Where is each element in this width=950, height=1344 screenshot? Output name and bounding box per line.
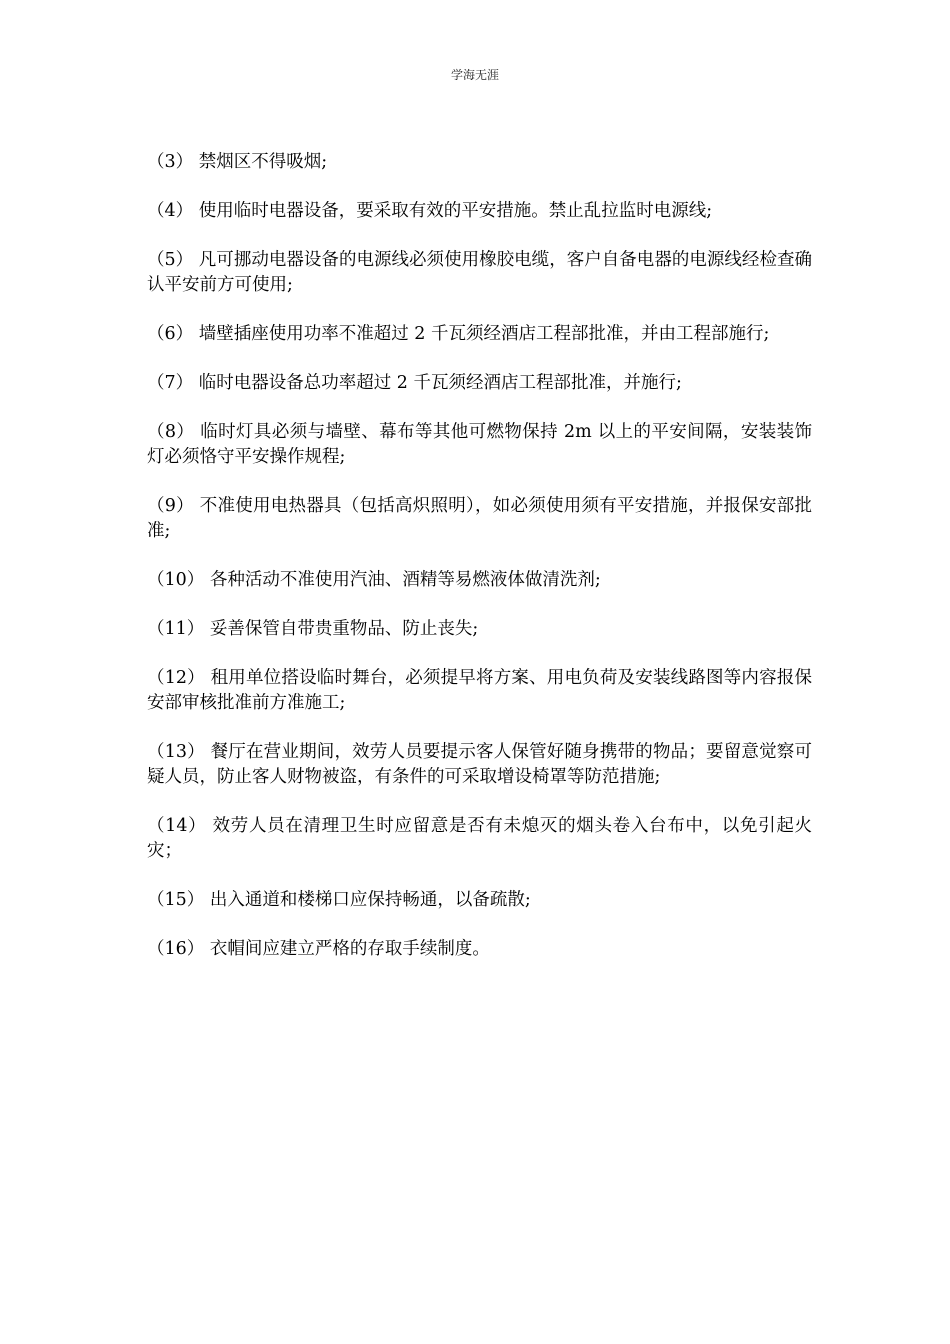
list-item: （11） 妥善保管自带贵重物品、防止丧失; [147,619,479,639]
page-header: 学海无涯 [450,68,499,82]
list-item: （16） 衣帽间应建立严格的存取手续制度。 [147,939,490,959]
list-item: （4） 使用临时电器设备，要采取有效的平安措施。禁止乱拉监时电源线; [147,201,713,221]
list-item: （5） 凡可挪动电器设备的电源线必须使用橡胶电缆，客户自备电器的电源线经检查确认平安前方可使用; [147,250,812,295]
list-item: （6） 墙壁插座使用功率不准超过 2 千瓦须经酒店工程部批准，并由工程部施行; [147,324,770,344]
list-item: （8） 临时灯具必须与墙壁、幕布等其他可燃物保持 2m 以上的平安间隔，安装装饰灯必须恪守平安操作规程; [147,422,812,467]
list-item: （3） 禁烟区不得吸烟; [147,152,328,172]
list-item: （14） 效劳人员在清理卫生时应留意是否有未熄灭的烟头卷入台布中，以免引起火灾； [147,816,812,861]
list-item: （12） 租用单位搭设临时舞台，必须提早将方案、用电负荷及安装线路图等内容报保安部审核批准前方准施工; [147,668,812,713]
document-body [147,150,812,986]
list-item: （7） 临时电器设备总功率超过 2 千瓦须经酒店工程部批准，并施行; [147,373,682,393]
list-item: （10） 各种活动不准使用汽油、酒精等易燃液体做清洗剂; [147,570,601,590]
list-item: （9） 不准使用电热器具（包括高炽照明），如必须使用须有平安措施，并报保安部批准; [147,496,812,541]
list-item: （15） 出入通道和楼梯口应保持畅通，以备疏散; [147,890,531,910]
list-item: （13） 餐厅在营业期间，效劳人员要提示客人保管好随身携带的物品；要留意觉察可疑人员，防止客人财物被盗，有条件的可采取增设椅罩等防范措施; [147,742,812,787]
